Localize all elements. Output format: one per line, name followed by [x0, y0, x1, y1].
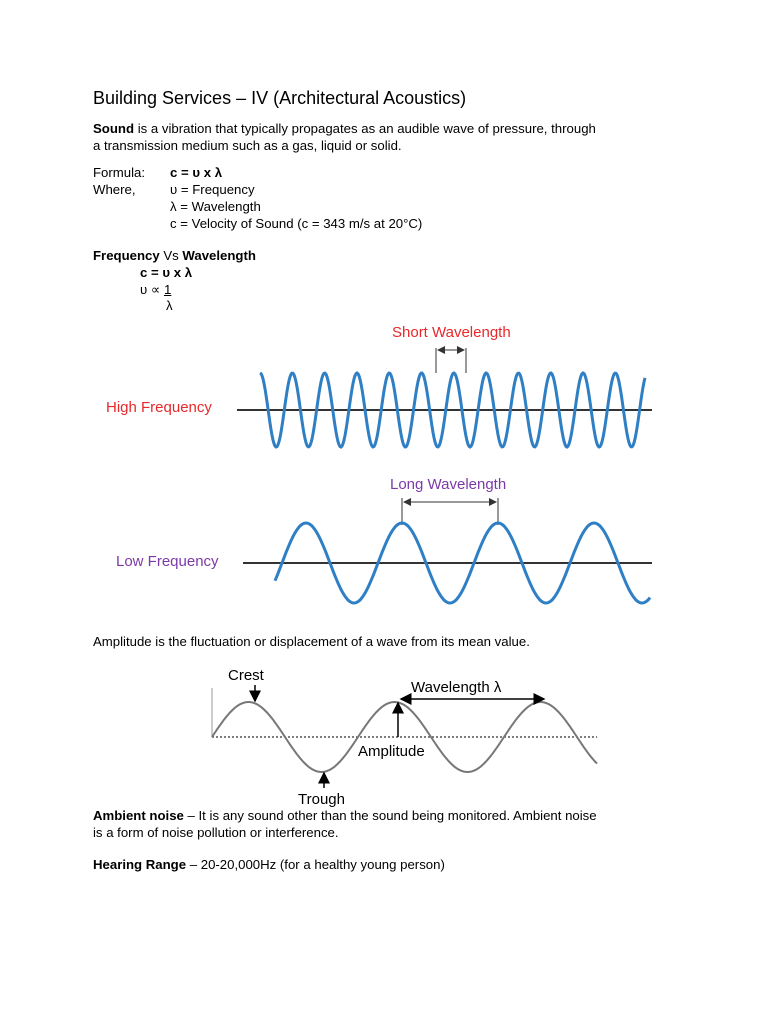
freq-expression: c = υ x λ — [140, 265, 193, 280]
intro-line2: a transmission medium such as a gas, liquid or solid. — [93, 138, 402, 153]
high-frequency-label: High Frequency — [106, 399, 212, 416]
formula-expression: c = υ x λ — [170, 165, 223, 180]
frequency-wavelength-figure — [95, 315, 665, 610]
long-wavelength-label: Long Wavelength — [390, 476, 507, 493]
heading-wavelength: Wavelength — [182, 248, 256, 263]
ambient-line2: is a form of noise pollution or interference. — [93, 825, 339, 840]
def-frequency: υ = Frequency — [170, 182, 255, 197]
def-velocity: c = Velocity of Sound (c = 343 m/s at 20°C) — [170, 216, 423, 231]
short-wavelength-label: Short Wavelength — [392, 324, 511, 341]
amplitude-definition: Amplitude is the fluctuation or displacement of a wave from its mean value. — [93, 634, 530, 649]
ambient-paragraph — [93, 807, 597, 841]
hearing-rest: – 20-20,000Hz (for a healthy young person) — [186, 857, 445, 872]
freq-vs-heading — [93, 247, 256, 264]
hearing-paragraph — [93, 856, 445, 873]
prop-left: υ ∝ — [140, 282, 164, 297]
proportionality — [140, 281, 171, 298]
prop-numerator: 1 — [163, 282, 172, 297]
ambient-term: Ambient noise — [93, 808, 184, 823]
prop-denominator: λ — [166, 298, 173, 313]
def-wavelength: λ = Wavelength — [170, 199, 261, 214]
crest-label: Crest — [228, 667, 264, 684]
hearing-term: Hearing Range — [93, 857, 187, 872]
page-title: Building Services – IV (Architectural Acoustics) — [93, 88, 467, 108]
ambient-line1: – It is any sound other than the sound being monitored. Ambient noise — [183, 808, 597, 823]
sound-term: Sound — [93, 121, 135, 136]
amplitude-figure — [205, 663, 605, 808]
amplitude-label: Amplitude — [358, 743, 425, 760]
intro-line1: is a vibration that typically propagates as an audible wave of pressure, through — [134, 121, 596, 136]
where-label: Where, — [93, 182, 136, 197]
low-frequency-label: Low Frequency — [116, 553, 219, 570]
formula-label: Formula: — [93, 165, 146, 180]
heading-frequency: Frequency — [93, 248, 160, 263]
heading-vs: Vs — [159, 248, 183, 263]
wavelength-label: Wavelength λ — [411, 679, 502, 696]
trough-label: Trough — [298, 791, 345, 808]
intro-paragraph — [93, 120, 596, 154]
